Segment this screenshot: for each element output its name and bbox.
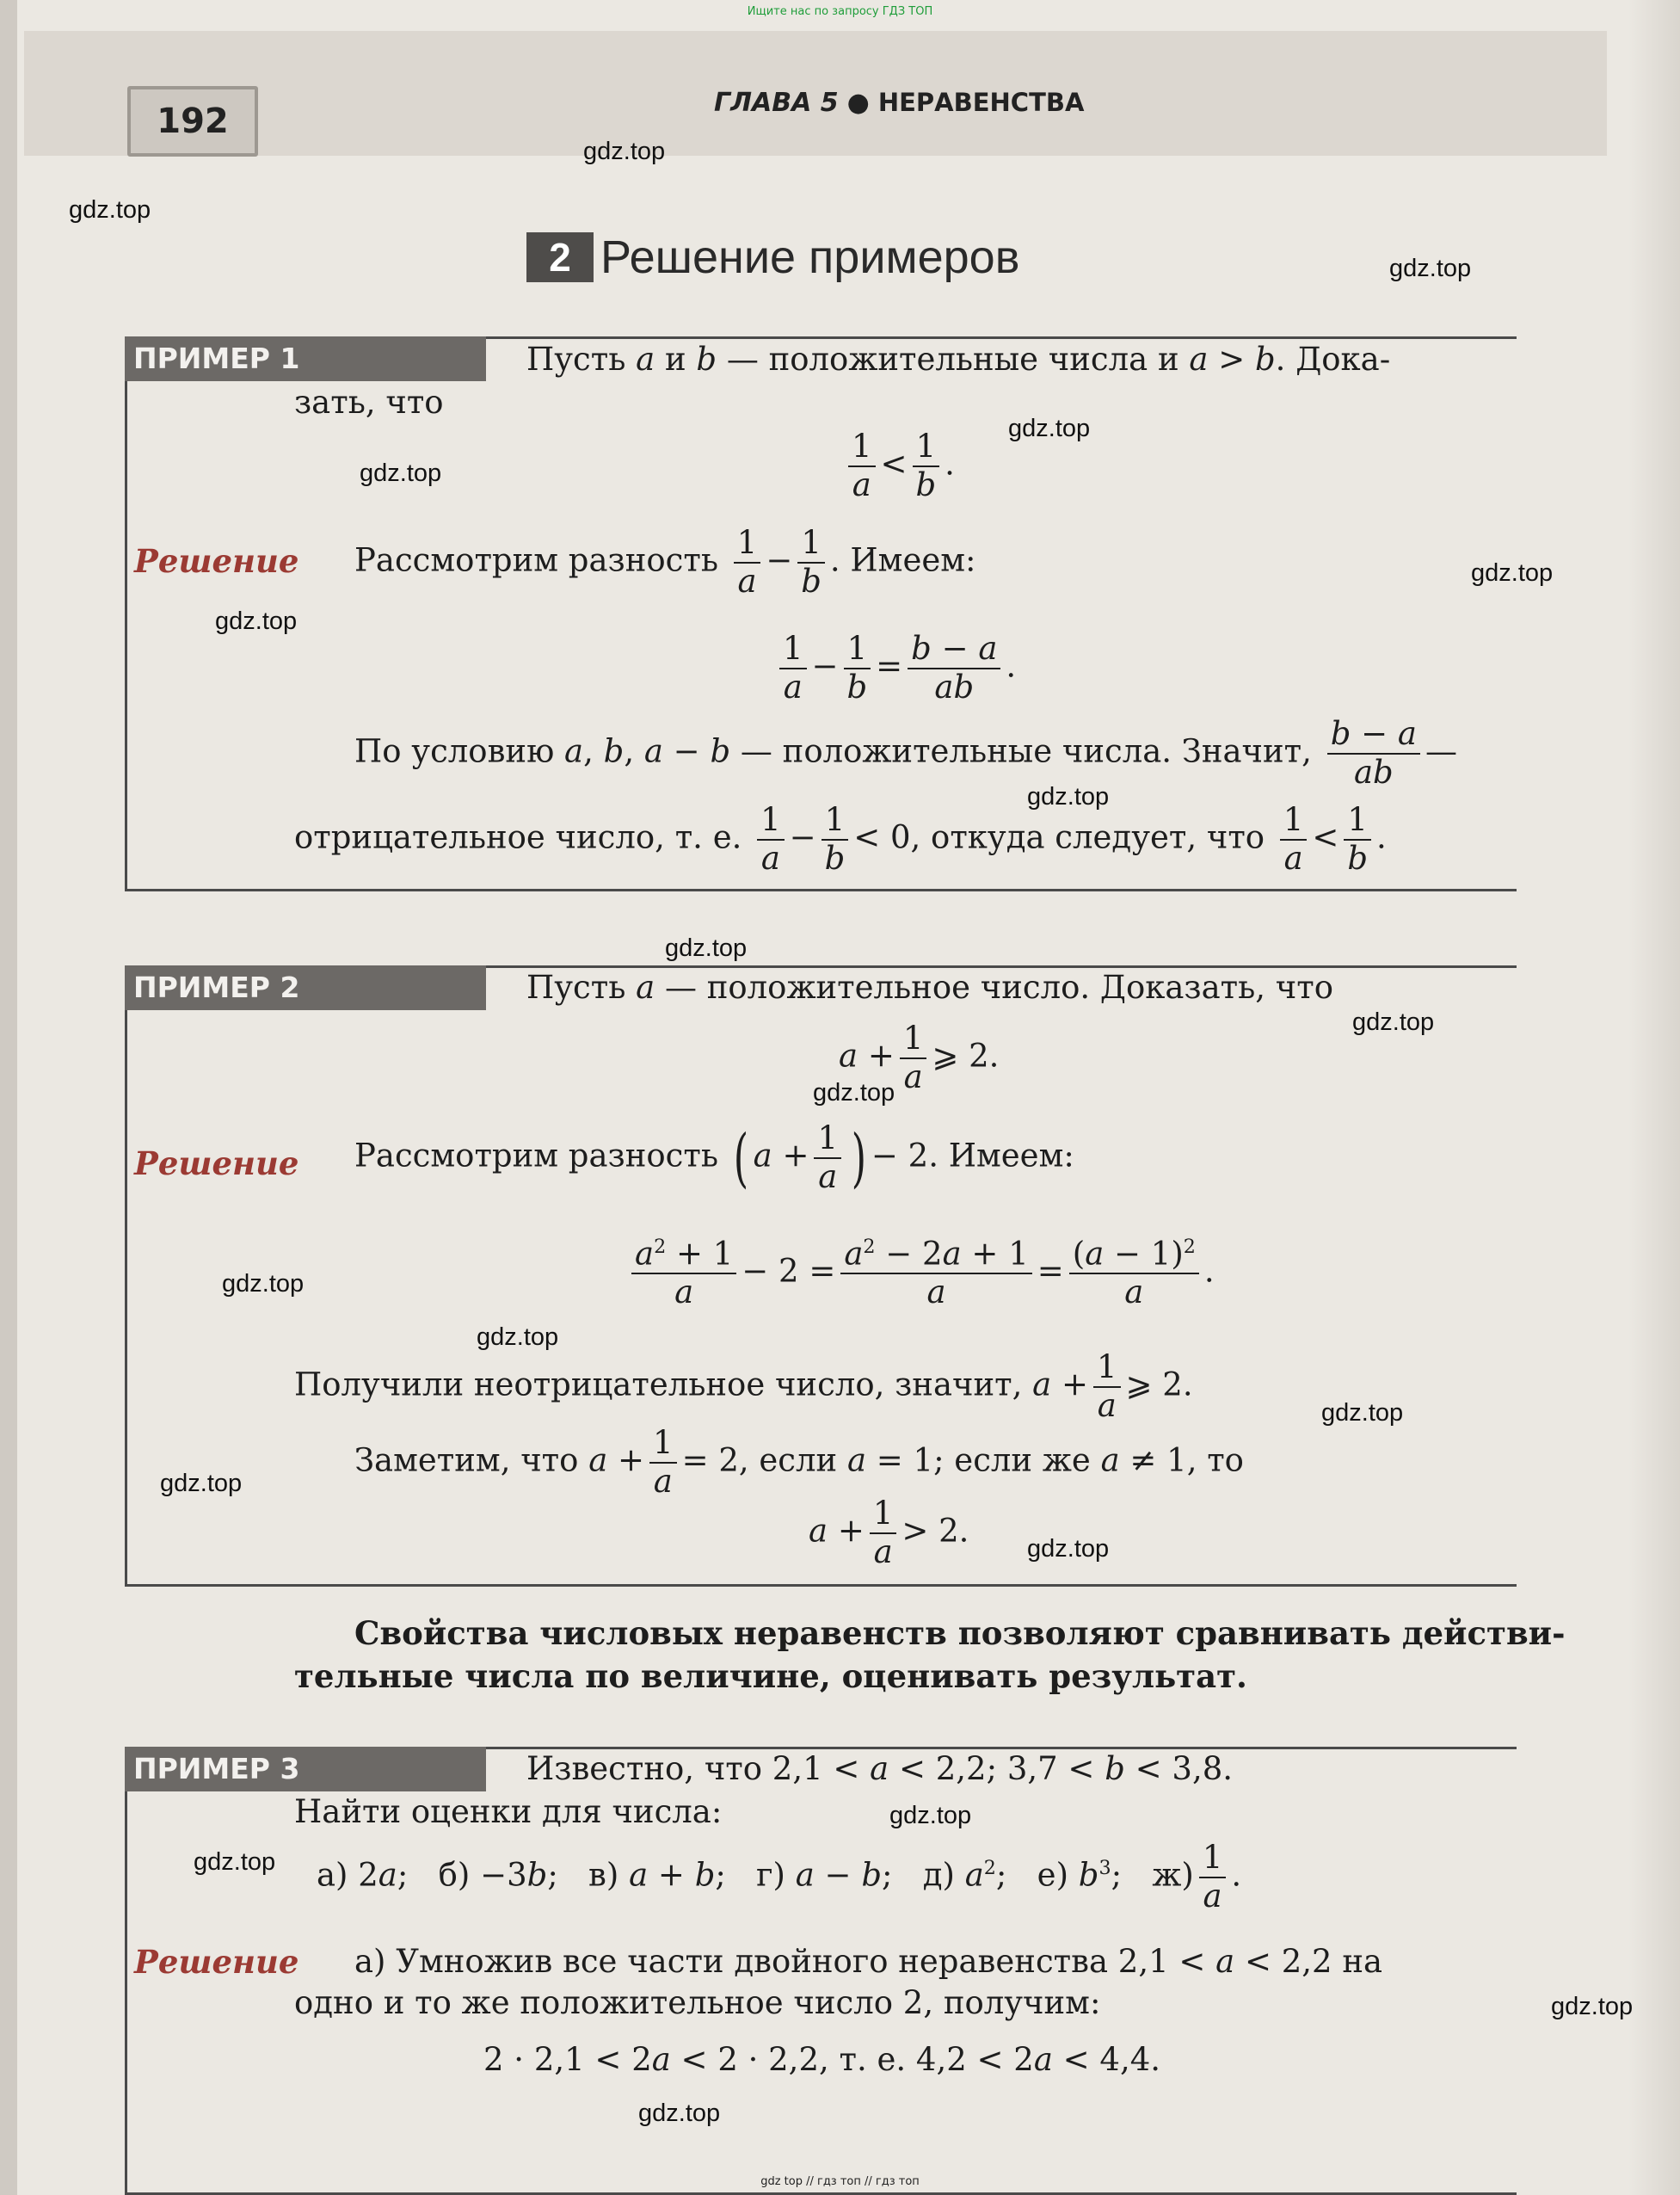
example-2-solution-line-1: Рассмотрим разность ( a + $\frac{1}{a}$ ) − 2. Имеем:	[354, 1119, 1074, 1195]
example-3-options: а) 2a; б) −3b; в) a + b; г) a − b; д) $a^2$; е) $b^3$; ж) $\frac{1}{a}$ .	[317, 1839, 1242, 1914]
example-1-statement-line-1: Пусть a и b — положительные числа и a > b. Дока-	[526, 341, 1391, 378]
bottom-note: gdz top // гдз топ // гдз топ	[760, 2175, 920, 2188]
example-2-statement: Пусть a — положительное число. Доказать, что	[526, 969, 1334, 1006]
watermark: gdz.top	[360, 459, 442, 487]
example-2-label: ПРИМЕР 2	[125, 965, 486, 1010]
example-3-statement-line-1: Известно, что 2,1 < a < 2,2; 3,7 < b < 3,8.	[526, 1750, 1234, 1787]
watermark: gdz.top	[160, 1470, 243, 1497]
watermark: gdz.top	[1551, 1993, 1634, 2020]
watermark: gdz.top	[222, 1270, 305, 1298]
example-3-label: ПРИМЕР 3	[125, 1747, 486, 1791]
example-1-solution-line-1: Рассмотрим разность $\frac{1}{a}$ − $\frac{1}{b}$ . Имеем:	[354, 524, 976, 600]
watermark: gdz.top	[215, 607, 298, 635]
example-1-statement-line-2: зать, что	[294, 384, 444, 421]
watermark: gdz.top	[813, 1079, 895, 1107]
example-3-statement-line-2: Найти оценки для числа:	[294, 1793, 723, 1830]
watermark: gdz.top	[1389, 255, 1472, 282]
section-title	[526, 231, 1019, 284]
watermark: gdz.top	[1321, 1399, 1404, 1427]
watermark: gdz.top	[1008, 415, 1091, 442]
solution-label: Решение	[134, 1943, 299, 1981]
chapter-number: ГЛАВА 5	[714, 88, 839, 118]
example-1-label: ПРИМЕР 1	[125, 336, 486, 381]
watermark: gdz.top	[69, 196, 151, 224]
section-title-text: Решение примеров	[600, 231, 1020, 283]
paragraph-line-2: тельные числа по величине, оценивать результат.	[294, 1657, 1247, 1695]
page-shadow-left	[0, 0, 17, 2195]
example-1-claim: $\frac{1}{a}$ < $\frac{1}{b}$ .	[843, 430, 955, 503]
example-2-solution-line-2: Получили неотрицательное число, значит, a + $\frac{1}{a}$ ⩾ 2.	[294, 1348, 1193, 1424]
watermark: gdz.top	[1027, 1535, 1110, 1563]
example-2-solution-line-4: a + $\frac{1}{a}$ > 2.	[809, 1495, 969, 1570]
solution-label: Решение	[134, 542, 299, 580]
watermark: gdz.top	[638, 2099, 721, 2127]
watermark: gdz.top	[1471, 559, 1554, 587]
page-number: 192	[127, 86, 258, 157]
example-3-solution-line-2: одно и то же положительное число 2, получим:	[294, 1984, 1101, 2021]
chapter-heading	[714, 88, 1084, 118]
watermark: gdz.top	[583, 138, 666, 165]
example-2-claim: a + $\frac{1}{a}$ ⩾ 2.	[839, 1020, 1000, 1095]
bullet-icon: ●	[846, 88, 870, 118]
example-3-solution-line-1: а) Умножив все части двойного неравенства 2,1 < a < 2,2 на	[354, 1943, 1383, 1980]
watermark: gdz.top	[665, 934, 748, 962]
solution-label: Решение	[134, 1144, 299, 1182]
paragraph-line-1: Свойства числовых неравенств позволяют сравнивать действи-	[354, 1614, 1566, 1652]
watermark: gdz.top	[477, 1323, 559, 1351]
example-2-formula: $\frac{a^2 + 1}{a}$ − 2 = $\frac{a^2 - 2a + 1}{a}$ = $\frac{(a - 1)^2}{a}$ .	[626, 1237, 1215, 1310]
example-1-solution-line-2: По условию a, b, a − b — положительные числа. Значит, $\frac{b - a}{ab}$ —	[354, 715, 1457, 791]
example-2-solution-line-3: Заметим, что a + $\frac{1}{a}$ = 2, если a = 1; если же a ≠ 1, то	[354, 1424, 1244, 1500]
page-shadow-right	[1628, 0, 1680, 2195]
watermark: gdz.top	[1352, 1008, 1435, 1036]
top-note: Ищите нас по запросу ГДЗ ТОП	[747, 5, 933, 18]
section-number: 2	[526, 232, 594, 282]
example-1-solution-line-3: отрицательное число, т. е. $\frac{1}{a}$ − $\frac{1}{b}$ < 0, откуда следует, что $\frac{1}{a}$ < $\frac{1}{b}$ .	[294, 801, 1387, 877]
example-3-solution-line-3: 2 · 2,1 < 2a < 2 · 2,2, т. е. 4,2 < 2a < 4,4.	[483, 2041, 1161, 2078]
watermark: gdz.top	[194, 1848, 276, 1876]
example-1-formula: $\frac{1}{a}$ − $\frac{1}{b}$ = $\frac{b - a}{ab}$ .	[774, 632, 1016, 705]
watermark: gdz.top	[1027, 783, 1110, 811]
watermark: gdz.top	[889, 1802, 972, 1829]
chapter-title: НЕРАВЕНСТВА	[877, 88, 1085, 117]
